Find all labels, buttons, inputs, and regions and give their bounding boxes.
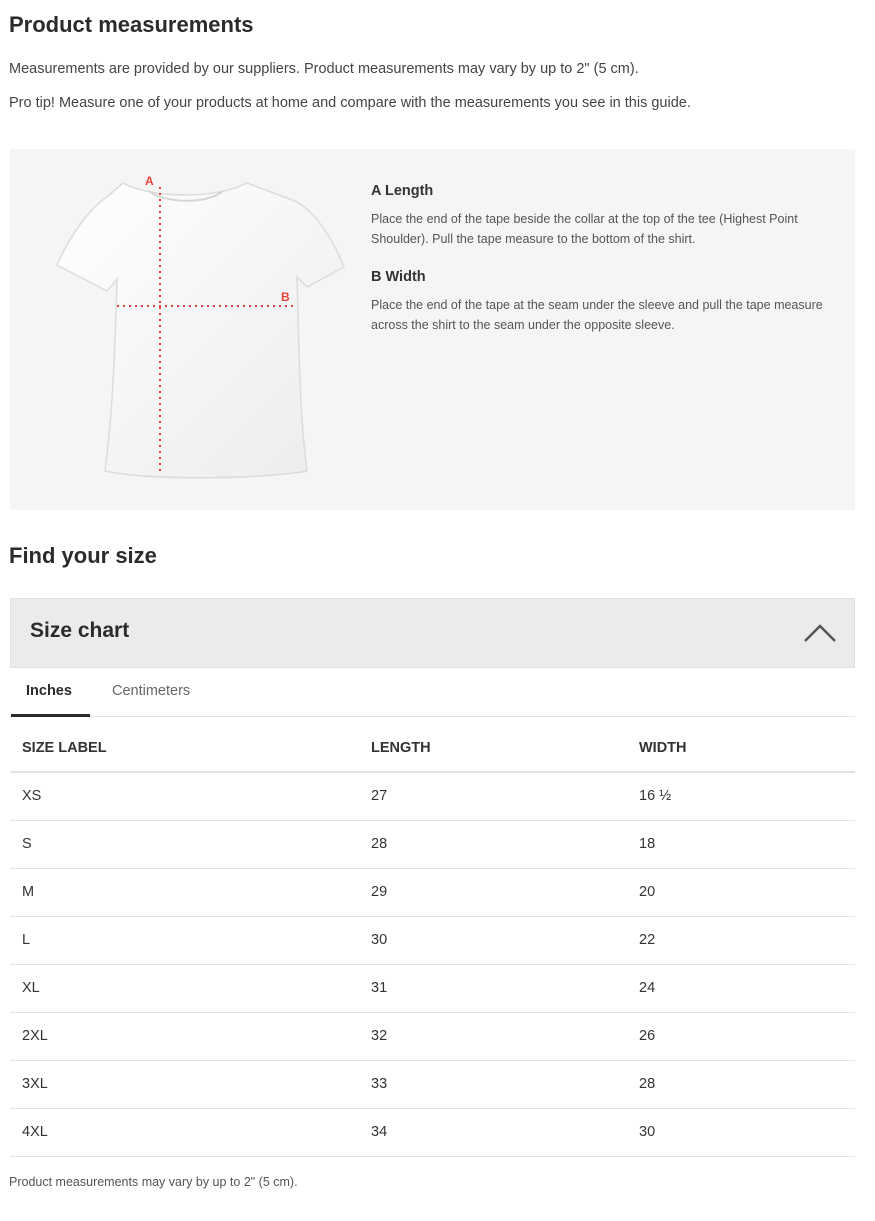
width-description: [371, 269, 831, 335]
table-row: [10, 1061, 855, 1109]
tshirt-icon: [45, 169, 350, 484]
footnote: Product measurements may vary by up to 2" (5 cm).: [9, 1175, 298, 1189]
table-row: [10, 1013, 855, 1061]
table-header: [10, 717, 855, 773]
length-cell: 29: [371, 884, 388, 900]
size-cell: 2XL: [22, 1028, 48, 1044]
width-cell: 26: [639, 1028, 656, 1044]
length-cell: 28: [371, 836, 388, 852]
size-cell: 4XL: [22, 1124, 48, 1140]
size-cell: XS: [22, 788, 42, 804]
width-title: B Width: [371, 269, 426, 285]
length-description: [371, 183, 831, 249]
tab-centimeters[interactable]: Centimeters: [112, 683, 191, 699]
size-chart-header[interactable]: [10, 598, 855, 668]
size-table: [10, 717, 855, 1157]
width-cell: 18: [639, 836, 656, 852]
length-title: A Length: [371, 183, 434, 199]
length-text: Place the end of the tape beside the collar at the top of the tee (Highest Point Shoulder). Pull the tape measure to the bottom of the shirt.: [371, 212, 798, 246]
column-header-width: WIDTH: [639, 740, 687, 756]
intro-text: Measurements are provided by our suppliers. Product measurements may vary by up to 2" (5 cm).: [9, 61, 639, 77]
length-cell: 34: [371, 1124, 388, 1140]
table-row: [10, 821, 855, 869]
tshirt-diagram: [45, 169, 350, 484]
size-chart-title: Size chart: [30, 619, 130, 642]
size-cell: L: [22, 932, 31, 948]
width-cell: 20: [639, 884, 656, 900]
width-text: Place the end of the tape at the seam under the sleeve and pull the tape measure across the shirt to the seam under the opposite sleeve.: [371, 298, 823, 332]
size-cell: S: [22, 836, 32, 852]
marker-b-label: B: [281, 290, 290, 304]
length-cell: 27: [371, 788, 388, 804]
length-cell: 32: [371, 1028, 388, 1044]
tab-inches[interactable]: Inches: [26, 683, 72, 699]
collapse-button[interactable]: [802, 617, 838, 647]
table-row: [10, 965, 855, 1013]
page-title: Product measurements: [9, 12, 254, 37]
length-cell: 30: [371, 932, 388, 948]
length-cell: 33: [371, 1076, 388, 1092]
table-row: [10, 917, 855, 965]
width-cell: 16 ½: [639, 788, 672, 804]
chevron-up-icon: [802, 617, 838, 647]
size-cell: M: [22, 884, 35, 900]
find-size-heading: Find your size: [9, 543, 157, 568]
size-cell: XL: [22, 980, 40, 996]
column-header-size: SIZE LABEL: [22, 740, 107, 756]
column-header-length: LENGTH: [371, 740, 431, 756]
width-cell: 30: [639, 1124, 656, 1140]
measurement-guide: [10, 149, 855, 510]
pro-tip-text: Pro tip! Measure one of your products at home and compare with the measurements you see in this guide.: [9, 95, 691, 111]
width-cell: 28: [639, 1076, 656, 1092]
table-row: [10, 869, 855, 917]
width-cell: 24: [639, 980, 656, 996]
width-cell: 22: [639, 932, 656, 948]
unit-tabs: [10, 668, 855, 717]
length-cell: 31: [371, 980, 388, 996]
table-row: [10, 1109, 855, 1157]
table-row: [10, 773, 855, 821]
marker-a-label: A: [145, 174, 154, 188]
size-cell: 3XL: [22, 1076, 48, 1092]
